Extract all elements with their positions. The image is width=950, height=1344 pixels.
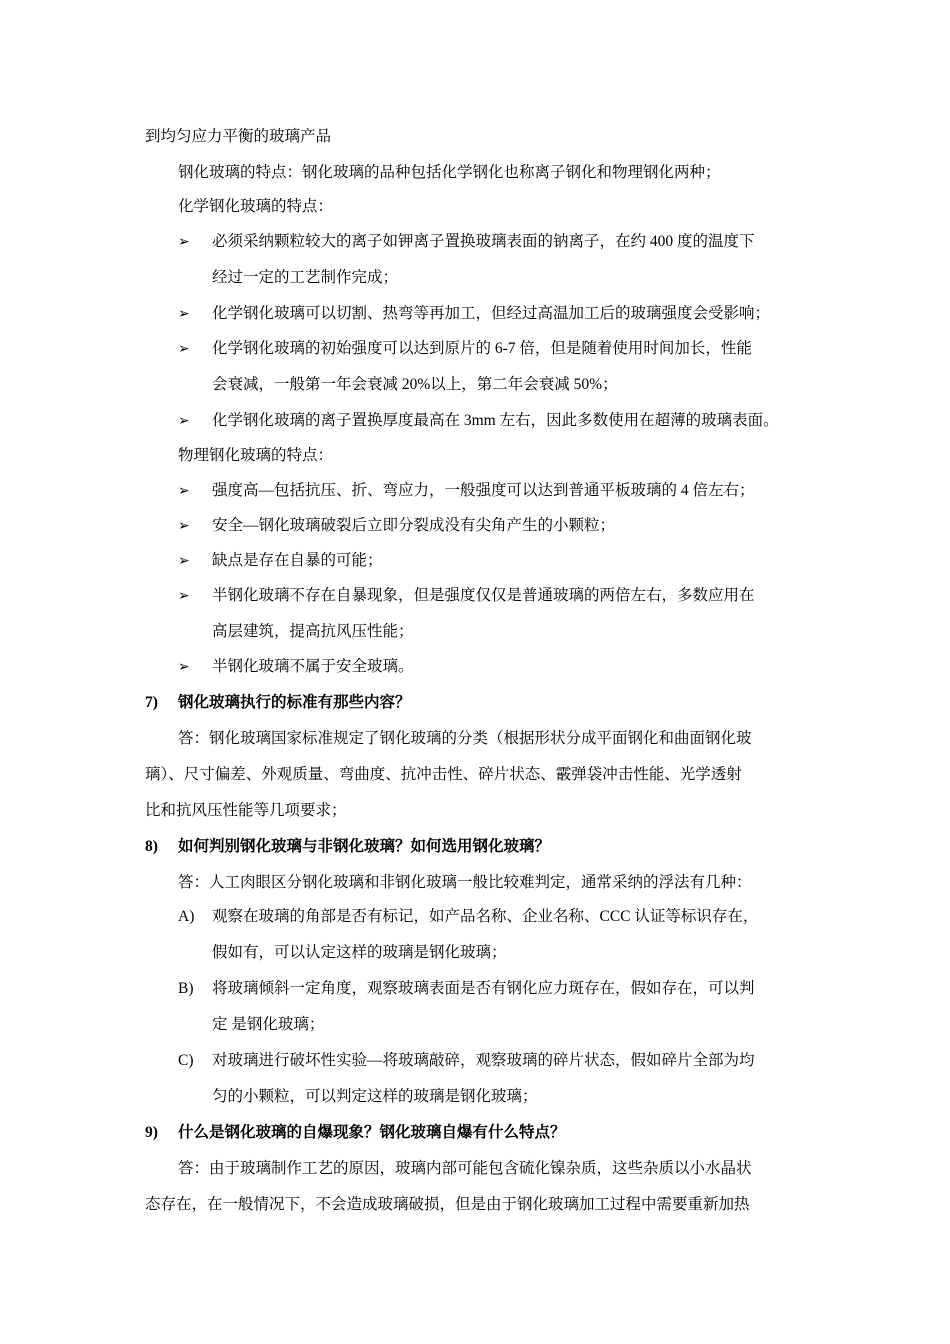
text-line: 到均匀应力平衡的玻璃产品	[145, 128, 332, 145]
bullet-arrow-icon: ➢	[178, 588, 190, 604]
list-marker: A)	[178, 908, 195, 925]
text-line: 答：由于玻璃制作工艺的原因，玻璃内部可能包含硫化镍杂质，这些杂质以小水晶状	[178, 1160, 752, 1177]
bullet-arrow-icon: ➢	[178, 518, 190, 534]
question-heading: 如何判别钢化玻璃与非钢化玻璃？如何选用钢化玻璃？	[178, 838, 551, 855]
bullet-text: 缺点是存在自暴的可能；	[212, 552, 383, 569]
bullet-text: 高层建筑，提高抗风压性能；	[212, 623, 414, 640]
bullet-arrow-icon: ➢	[178, 483, 190, 499]
bullet-text: 化学钢化玻璃可以切割、热弯等再加工，但经过高温加工后的玻璃强度会受影响；	[212, 305, 771, 322]
bullet-text: 安全—钢化玻璃破裂后立即分裂成没有尖角产生的小颗粒；	[212, 517, 616, 534]
list-text: 观察在玻璃的角部是否有标记，如产品名称、企业名称、CCC 认证等标识存在，	[212, 908, 759, 925]
bullet-text: 强度高—包括抗压、折、弯应力，一般强度可以达到普通平板玻璃的 4 倍左右；	[212, 482, 755, 499]
bullet-text: 半钢化玻璃不存在自暴现象，但是强度仅仅是普通玻璃的两倍左右，多数应用在	[212, 587, 755, 604]
list-text: 定 是钢化玻璃；	[212, 1016, 325, 1033]
text-line: 钢化玻璃的特点：钢化玻璃的品种包括化学钢化也称离子钢化和物理钢化两种；	[178, 164, 721, 181]
bullet-text: 必须采纳颗粒较大的离子如钾离子置换玻璃表面的钠离子，在约 400 度的温度下	[212, 233, 755, 250]
question-number: 9)	[145, 1124, 158, 1141]
list-text: 将玻璃倾斜一定角度，观察玻璃表面是否有钢化应力斑存在，假如存在，可以判	[212, 980, 755, 997]
text-line: 答：人工肉眼区分钢化玻璃和非钢化玻璃一般比较难判定，通常采纳的浮法有几种：	[178, 874, 752, 891]
bullet-arrow-icon: ➢	[178, 234, 190, 250]
text-line: 璃）、尺寸偏差、外观质量、弯曲度、抗冲击性、碎片状态、霰弹袋冲击性能、光学透射	[145, 766, 742, 783]
text-line: 态存在，在一般情况下，不会造成玻璃破损，但是由于钢化玻璃加工过程中需要重新加热	[145, 1196, 750, 1213]
text-line: 比和抗风压性能等几项要求；	[145, 802, 347, 819]
text-line: 物理钢化玻璃的特点：	[178, 447, 334, 464]
bullet-text: 半钢化玻璃不属于安全玻璃。	[212, 658, 414, 675]
list-marker: B)	[178, 980, 194, 997]
list-text: 对玻璃进行破坏性实验—将玻璃敲碎，观察玻璃的碎片状态，假如碎片全部为均	[212, 1052, 755, 1069]
question-heading: 钢化玻璃执行的标准有那些内容？	[178, 694, 411, 711]
question-number: 7)	[145, 694, 158, 711]
question-heading: 什么是钢化玻璃的自爆现象？钢化玻璃自爆有什么特点？	[178, 1124, 566, 1141]
text-line: 答：钢化玻璃国家标准规定了钢化玻璃的分类（根据形状分成平面钢化和曲面钢化玻	[178, 730, 752, 747]
bullet-text: 化学钢化玻璃的初始强度可以达到原片的 6-7 倍，但是随着使用时间加长，性能	[212, 340, 752, 357]
list-text: 假如有，可以认定这样的玻璃是钢化玻璃；	[212, 944, 507, 961]
text-line: 化学钢化玻璃的特点：	[178, 198, 334, 215]
bullet-arrow-icon: ➢	[178, 659, 190, 675]
bullet-arrow-icon: ➢	[178, 413, 190, 429]
list-text: 匀的小颗粒，可以判定这样的玻璃是钢化玻璃；	[212, 1088, 538, 1105]
bullet-arrow-icon: ➢	[178, 341, 190, 357]
bullet-text: 会衰减，一般第一年会衰减 20%以上，第二年会衰减 50%；	[212, 376, 618, 393]
bullet-arrow-icon: ➢	[178, 306, 190, 322]
list-marker: C)	[178, 1052, 194, 1069]
bullet-text: 化学钢化玻璃的离子置换厚度最高在 3mm 左右，因此多数使用在超薄的玻璃表面。	[212, 412, 779, 429]
question-number: 8)	[145, 838, 158, 855]
bullet-arrow-icon: ➢	[178, 553, 190, 569]
bullet-text: 经过一定的工艺制作完成；	[212, 269, 399, 286]
